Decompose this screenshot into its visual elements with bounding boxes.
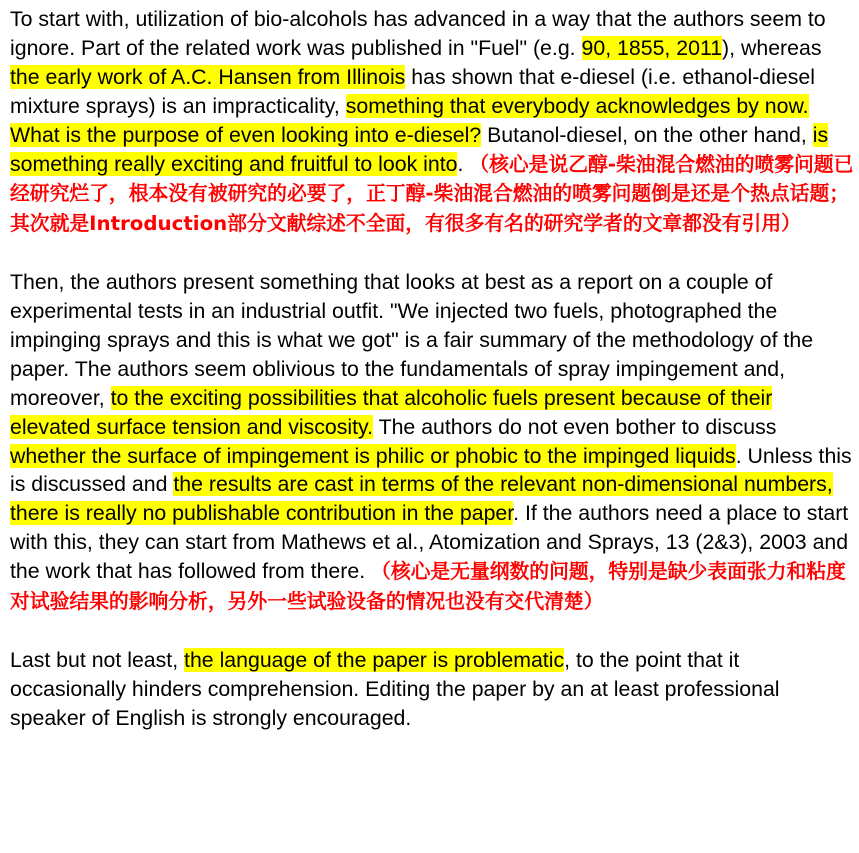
text-segment: . If the authors need a place to start with this, they can start from Mathews et al., Atomization and Sprays, 13 (2&3), 2003 and the work that has followed from there. bbox=[10, 501, 849, 584]
paragraph-spacer bbox=[10, 239, 855, 268]
chinese-annotation: （核心是无量纲数的问题，特别是缺少表面张力和粘度对试验结果的影响分析，另外一些试验设备的情况也没有交代清楚） bbox=[10, 560, 846, 614]
text-segment: Butanol-diesel, on the other hand, bbox=[481, 122, 813, 147]
chinese-annotation: （核心是说乙醇-柴油混合燃油的喷雾问题已经研究烂了，根本没有被研究的必要了，正丁醇-柴油混合燃油的喷雾问题倒是还是个热点话题；其次就是Introduction部分文献综述不全面，有很多有名的研究学者的文章都没有引用） bbox=[10, 152, 854, 236]
text-segment: . bbox=[457, 151, 470, 176]
text-segment: has shown that e-diesel (i.e. ethanol-diesel mixture sprays) is an impracticality, bbox=[10, 64, 815, 118]
paragraph-language-critique bbox=[10, 646, 855, 733]
highlighted-text: the results are cast in terms of the relevant non-dimensional numbers, there is really no publishable contribution in the paper bbox=[10, 472, 833, 526]
review-text bbox=[10, 5, 855, 733]
highlighted-text: the language of the paper is problematic bbox=[184, 647, 565, 672]
text-segment: The authors do not even bother to discuss bbox=[373, 414, 777, 439]
highlighted-text: something that everybody acknowledges by now. What is the purpose of even looking into e-diesel? bbox=[10, 93, 809, 147]
paragraph-spacer bbox=[10, 617, 855, 646]
highlighted-text: 90, 1855, 2011 bbox=[581, 35, 723, 60]
text-segment: ), whereas bbox=[722, 35, 822, 60]
highlighted-text: is something really exciting and fruitful to look into bbox=[10, 122, 829, 176]
paragraph-literature-critique bbox=[10, 5, 855, 239]
paragraph-methodology-critique bbox=[10, 268, 855, 617]
text-segment: Last but not least, bbox=[10, 647, 185, 672]
highlighted-text: to the exciting possibilities that alcoholic fuels present because of their elevated surface tension and viscosity. bbox=[10, 385, 773, 439]
text-segment: Then, the authors present something that looks at best as a report on a couple of experimental tests in an industrial outfit. "We injected two fuels, photographed the impinging sprays and this is what we got" is a fair summary of the methodology of the paper. The authors seem oblivious to the fundamentals of spray impingement and, moreover, bbox=[10, 270, 814, 410]
highlighted-text: whether the surface of impingement is philic or phobic to the impinged liquids bbox=[10, 443, 736, 468]
text-segment: . Unless this is discussed and bbox=[10, 443, 852, 497]
text-segment: To start with, utilization of bio-alcohols has advanced in a way that the authors seem to ignore. Part of the related work was published in "Fuel" (e.g. bbox=[10, 7, 826, 60]
highlighted-text: the early work of A.C. Hansen from Illinois bbox=[10, 64, 406, 89]
text-segment: , to the point that it occasionally hinders comprehension. Editing the paper by an at least professional speaker of English is strongly encouraged. bbox=[10, 647, 780, 730]
